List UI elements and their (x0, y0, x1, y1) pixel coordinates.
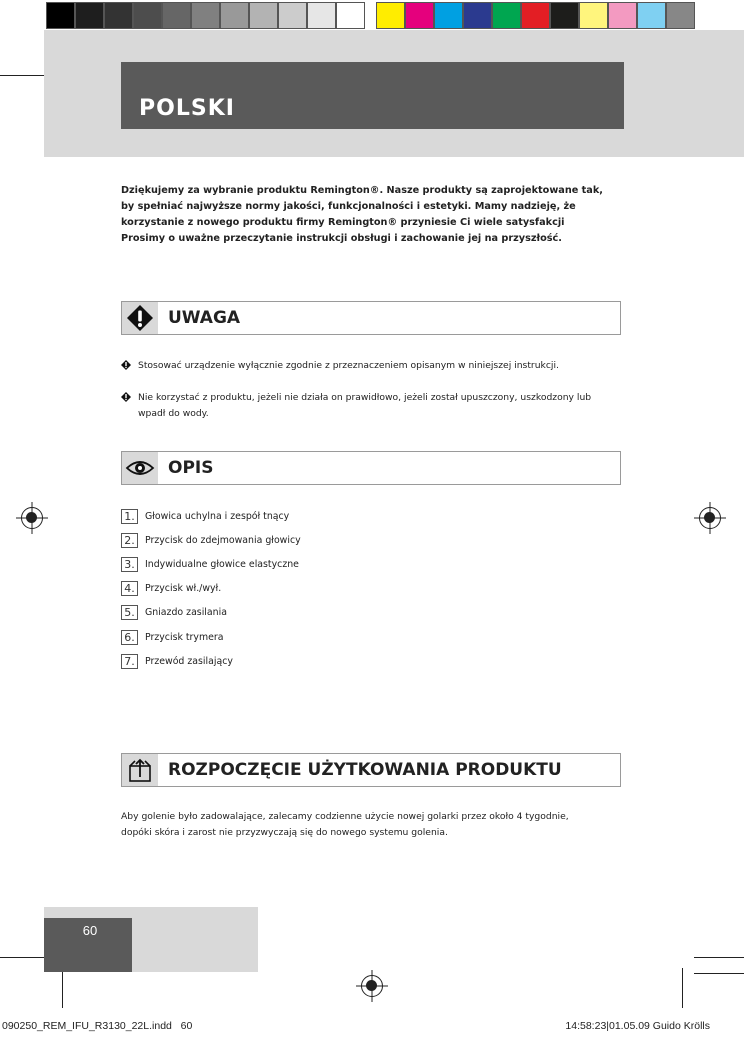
section-header-warning (121, 301, 621, 335)
eye-icon (122, 452, 158, 484)
part-label: Przycisk trymera (145, 631, 224, 643)
list-item (121, 604, 227, 622)
part-label: Głowica uchylna i zespół tnący (145, 510, 290, 522)
color-swatch (133, 2, 162, 29)
list-item (121, 628, 223, 646)
color-swatch (376, 2, 405, 29)
crop-mark (694, 973, 744, 974)
page-title: POLSKI (139, 96, 235, 121)
crop-mark (0, 75, 50, 76)
part-number: 6. (121, 630, 138, 645)
section-header-description (121, 451, 621, 485)
part-label: Przewód zasilający (145, 655, 233, 667)
section-title-description: OPIS (168, 458, 214, 478)
warning-item-text: Nie korzystać z produktu, jeżeli nie działa on prawidłowo, jeżeli został upuszczony, uszkodzony lub wpadł do wody. (138, 392, 592, 419)
color-swatch (336, 2, 365, 29)
color-swatch (666, 2, 695, 29)
color-swatch (608, 2, 637, 29)
list-item (121, 580, 221, 598)
list-item (121, 507, 289, 525)
warning-bullet-icon (121, 392, 131, 402)
part-number: 1. (121, 509, 138, 524)
part-number: 7. (121, 654, 138, 669)
color-swatch (278, 2, 307, 29)
part-number: 4. (121, 581, 138, 596)
list-item (121, 531, 301, 549)
part-label: Indywidualne głowice elastyczne (145, 558, 299, 570)
part-number: 5. (121, 605, 138, 620)
part-label: Przycisk do zdejmowania głowicy (145, 534, 301, 546)
box-icon (122, 754, 158, 786)
section-header-getting-started (121, 753, 621, 787)
list-item (121, 390, 611, 422)
list-item (121, 555, 299, 573)
registration-mark-icon (21, 507, 43, 529)
file-slug: 090250_REM_IFU_R3130_22L.indd 60 (2, 1020, 193, 1032)
color-swatch (463, 2, 492, 29)
color-swatch (104, 2, 133, 29)
color-swatch (405, 2, 434, 29)
part-label: Gniazdo zasilania (145, 607, 227, 619)
intro-paragraph: Dziękujemy za wybranie produktu Remington®. Nasze produkty są zaprojektowane tak, by spełniać najwyższe normy jakości, funkcjonalności i estetyki. Mamy nadzieję, że korzystanie z nowego produktu firmy Remington® przyniesie Ci wiele satysfakcji Prosimy o uważne przeczytanie instrukcji obsługi i zachowanie jej na przyszłość. (121, 185, 603, 244)
color-swatch (162, 2, 191, 29)
registration-mark-icon (361, 975, 383, 997)
section-title-warning: UWAGA (168, 308, 241, 328)
crop-mark (694, 957, 744, 958)
color-swatch (307, 2, 336, 29)
getting-started-paragraph: Aby golenie było zadowalające, zalecamy codzienne użycie nowej golarki przez około 4 tygodnie, dopóki skóra i zarost nie przyzwyczają się do nowego systemu golenia. (121, 811, 569, 838)
print-timestamp: 14:58:23|01.05.09 Guido Krölls (565, 1020, 710, 1032)
color-swatch (550, 2, 579, 29)
part-number: 3. (121, 557, 138, 572)
color-swatch (579, 2, 608, 29)
part-number: 2. (121, 533, 138, 548)
section-title-getting-started: ROZPOCZĘCIE UŻYTKOWANIA PRODUKTU (168, 760, 562, 780)
crop-mark (682, 968, 683, 1008)
color-swatch (220, 2, 249, 29)
warning-item-text: Stosować urządzenie wyłącznie zgodnie z przeznaczeniem opisanym w niniejszej instrukcji. (138, 360, 559, 371)
registration-mark-icon (699, 507, 721, 529)
warning-bullet-icon (121, 360, 131, 370)
crop-mark (62, 968, 63, 1008)
color-swatch (521, 2, 550, 29)
color-swatch (191, 2, 220, 29)
color-swatch (75, 2, 104, 29)
color-swatch (492, 2, 521, 29)
list-item (121, 652, 233, 670)
color-swatch (637, 2, 666, 29)
color-swatch (434, 2, 463, 29)
crop-mark (0, 957, 50, 958)
color-swatch (46, 2, 75, 29)
page-number: 60 (82, 923, 98, 938)
part-label: Przycisk wł./wył. (145, 583, 222, 595)
color-swatch (249, 2, 278, 29)
warning-icon (122, 302, 158, 334)
list-item (121, 358, 611, 374)
